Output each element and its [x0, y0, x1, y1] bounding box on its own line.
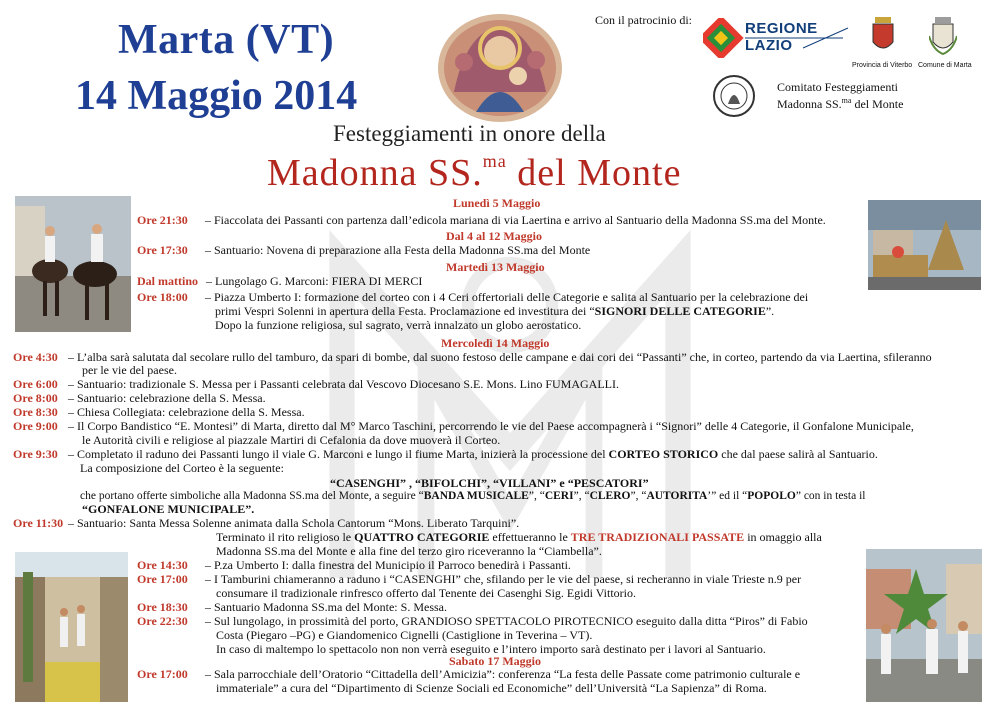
- day-martedi-13: Martedì 13 Maggio: [446, 260, 545, 274]
- regione-lazio-text: REGIONE LAZIO: [745, 20, 818, 54]
- event-text: – Chiesa Collegiata: celebrazione della S. Messa.: [68, 405, 305, 419]
- comitato-text: Comitato Festeggiamenti Madonna SS.$^{ma}$ del Monte: [777, 80, 904, 111]
- event-time: Ore 14:30: [137, 558, 188, 572]
- day-mercoledi-14: Mercoledì 14 Maggio: [441, 336, 550, 350]
- event-time: Ore 17:00: [137, 572, 188, 586]
- event-time: Ore 9:30: [13, 447, 58, 461]
- event-text: Costa (Piegaro –PG) e Giandomenico Cignelli (Castiglione in Teverina – VT).: [216, 628, 593, 642]
- horses-photo: [15, 196, 131, 332]
- event-text: – P.za Umberto I: dalla finestra del Municipio il Parroco benedirà i Passanti.: [205, 558, 571, 572]
- event-text: – Sul lungolago, in prossimità del porto, GRANDIOSO SPETTACOLO PIROTECNICO eseguito dalla ditta “Piros” di Fabio: [205, 614, 808, 628]
- event-text: – I Tamburini chiameranno a raduno i “CASENGHI” che, sfilando per le vie del paese, si recheranno in viale Trieste n.9 per: [205, 572, 802, 586]
- event-text: le Autorità civili e religiose al piazzale Martiri di Cefalonia da dove muoverà il Corteo.: [82, 433, 501, 447]
- event-text: “GONFALONE MUNICIPALE”.: [82, 502, 255, 516]
- day-4-12-maggio: Dal 4 al 12 Maggio: [446, 229, 542, 243]
- ceri-float-photo: [868, 200, 981, 290]
- day-sabato-17: Sabato 17 Maggio: [449, 654, 542, 668]
- day-lunedi-5: Lunedì 5 Maggio: [453, 196, 541, 210]
- event-text: – Fiaccolata dei Passanti con partenza dall’edicola mariana di via Laertina e arrivo al Santuario della Madonna SS.ma del Monte.: [205, 213, 826, 227]
- event-text: – Santuario Madonna SS.ma del Monte: S. Messa.: [205, 600, 447, 614]
- patrocinio-label: Con il patrocinio di:: [595, 13, 692, 27]
- event-time: Ore 4:30: [13, 350, 58, 364]
- event-text: – Piazza Umberto I: formazione del corteo con i 4 Ceri offertoriali delle Categorie e salita al Santuario per la celebrazione dei: [205, 290, 809, 304]
- passate-procession-photo: [866, 549, 982, 702]
- event-text: primi Vespri Solenni in apertura della Festa. Proclamazione ed investitura dei “SIGNORI DELLE CATEGORIE”.: [215, 304, 775, 318]
- event-text: La composizione del Corteo è la seguente:: [80, 461, 284, 475]
- event-text: – Santuario: celebrazione della S. Messa.: [68, 391, 266, 405]
- event-text: – Completato il raduno dei Passanti lungo il viale G. Marconi e lungo il fiume Marta, inizierà la processione del CORTEO STORICO che dal paese salirà al Santuario.: [68, 447, 878, 461]
- comune-label: Comune di Marta: [918, 62, 972, 69]
- event-time: Ore 18:30: [137, 600, 188, 614]
- event-time: Ore 6:00: [13, 377, 58, 391]
- event-time: Ore 11:30: [13, 516, 64, 530]
- date-title: 14 Maggio 2014: [75, 73, 358, 119]
- event-text: – Lungolago G. Marconi: FIERA DI MERCI: [206, 274, 423, 288]
- comitato-seal-icon: [712, 74, 756, 118]
- event-text: – Santuario: Novena di preparazione alla Festa della Madonna SS.ma del Monte: [205, 243, 591, 257]
- madonna-main-title: Madonna SS.$^{ma}$ del Monte: [267, 151, 682, 194]
- event-time: Ore 21:30: [137, 213, 188, 227]
- event-text: consumare il tradizionale rinfresco offerto dal Tenente dei Casenghi Sig. Egidi Vittorio.: [216, 586, 636, 600]
- event-text: – Santuario: tradizionale S. Messa per i Passanti celebrata dal Vescovo Diocesano S.E. Mons. Lino FUMAGALLI.: [68, 377, 620, 391]
- event-text: Terminato il rito religioso le QUATTRO CATEGORIE effettueranno le TRE TRADIZIONALI PASSATE in omaggio alla: [216, 530, 822, 544]
- madonna-fresco-image: [436, 12, 564, 124]
- event-text: “CASENGHI” , “BIFOLCHI”, “VILLANI” e “PESCATORI”: [330, 476, 649, 490]
- event-text: – Il Corpo Bandistico “E. Montesi” di Marta, diretto dal M° Marco Taschini, percorrendo le vie del Paese accompagnerà i “Signori” delle 4 Categorie, il Gonfalone Municipale,: [68, 419, 914, 433]
- event-time: Ore 17:00: [137, 667, 188, 681]
- event-text: Dopo la funzione religiosa, sul sagrato, verrà innalzato un globo aerostatico.: [215, 318, 582, 332]
- festa-subtitle: Festeggiamenti in onore della: [333, 121, 606, 146]
- event-text: che portano offerte simboliche alla Madonna SS.ma del Monte, a seguire “BANDA MUSICALE”, “CERI”, “CLERO”, “AUTORITA’” ed il “POPOLO” con in testa il: [80, 490, 866, 502]
- event-text: immateriale” a cura del “Dipartimento di Scienze Sociali ed Economiche” dell’Università “La Sapienza” di Roma.: [216, 681, 767, 695]
- street-procession-photo: [15, 552, 128, 702]
- provincia-label: Provincia di Viterbo: [852, 62, 913, 69]
- event-text: – L’alba sarà salutata dal secolare rullo del tamburo, da spari di bombe, dal suono festoso delle campane e dai cori dei “Passanti” che, in corteo, partendo da via Laertina, sfileranno: [68, 350, 932, 364]
- event-time: Ore 8:30: [13, 405, 58, 419]
- place-title: Marta (VT): [118, 17, 335, 63]
- event-time: Dal mattino: [137, 274, 198, 288]
- event-text: per le vie del paese.: [82, 363, 177, 377]
- event-text: Madonna SS.ma del Monte e alla fine del terzo giro riceveranno la “Ciambella”.: [216, 544, 602, 558]
- event-text: – Sala parrocchiale dell’Oratorio “Cittadella dell’Amicizia”: conferenza “La festa delle Passate come patrimonio culturale e: [205, 667, 801, 681]
- event-time: Ore 9:00: [13, 419, 58, 433]
- event-time: Ore 17:30: [137, 243, 188, 257]
- provincia-crest-icon: [869, 16, 897, 56]
- event-time: Ore 22:30: [137, 614, 188, 628]
- event-time: Ore 18:00: [137, 290, 188, 304]
- comune-crest-icon: [929, 16, 957, 56]
- event-time: Ore 8:00: [13, 391, 58, 405]
- event-text: In caso di maltempo lo spettacolo non non verrà eseguito e l’intero importo sarà destinato per i lavori al Santuario.: [216, 642, 766, 656]
- event-text: – Santuario: Santa Messa Solenne animata dalla Schola Cantorum “Mons. Liberato Tarquini”.: [68, 516, 520, 530]
